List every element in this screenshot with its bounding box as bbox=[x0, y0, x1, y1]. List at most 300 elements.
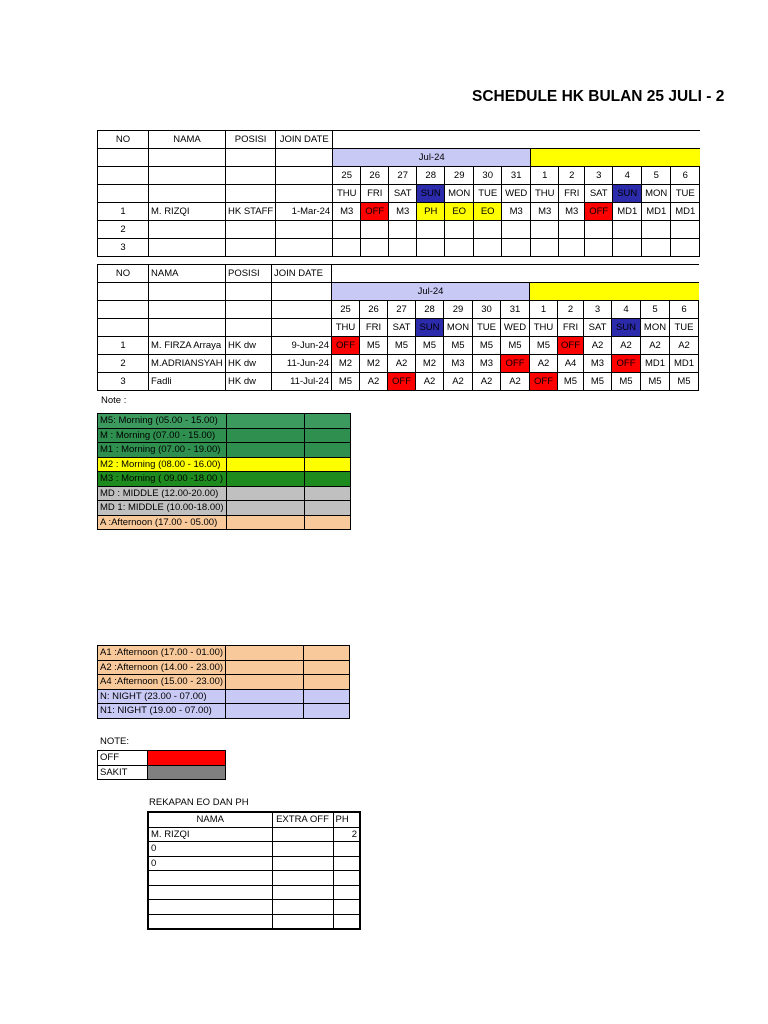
legend-fill bbox=[304, 515, 350, 530]
row-no: 1 bbox=[98, 337, 149, 355]
month-row bbox=[98, 283, 699, 301]
shift-cell: M5 bbox=[444, 337, 473, 355]
legend-text: A :Afternoon (17.00 - 05.00) bbox=[98, 515, 227, 530]
rekap-ph: 2 bbox=[333, 827, 360, 842]
rekap-nama: 0 bbox=[148, 842, 272, 857]
shift-cell bbox=[502, 221, 531, 239]
status-legend bbox=[97, 750, 226, 780]
legend-fill bbox=[304, 472, 350, 487]
shift-cell: PH bbox=[417, 203, 445, 221]
shift-cell: M3 bbox=[389, 203, 417, 221]
employee-row bbox=[98, 355, 699, 373]
date-cell: 1 bbox=[531, 167, 559, 185]
date-cell: 29 bbox=[444, 301, 473, 319]
rekap-nama: 0 bbox=[148, 856, 272, 871]
employee-row bbox=[98, 203, 700, 221]
rekap-table bbox=[147, 811, 361, 930]
day-cell: MON bbox=[444, 319, 473, 337]
schedule-table-dw bbox=[97, 264, 699, 391]
dates-row bbox=[98, 301, 699, 319]
header-posisi: POSISI bbox=[226, 131, 276, 149]
shift-cell bbox=[585, 221, 613, 239]
date-cell: 5 bbox=[641, 301, 670, 319]
date-cell: 6 bbox=[670, 301, 699, 319]
blank-cell bbox=[226, 185, 276, 203]
row-no: 1 bbox=[98, 203, 149, 221]
shift-cell: M5 bbox=[612, 373, 641, 391]
date-cell: 27 bbox=[388, 301, 416, 319]
shift-cell bbox=[671, 239, 700, 257]
shift-cell: A2 bbox=[360, 373, 388, 391]
shift-cell bbox=[389, 221, 417, 239]
month-next bbox=[530, 283, 699, 301]
shift-cell: A2 bbox=[612, 337, 641, 355]
legend-fill bbox=[226, 428, 304, 443]
day-cell: SUN bbox=[417, 185, 445, 203]
shift-cell bbox=[531, 221, 559, 239]
row-join-date: 1-Mar-24 bbox=[276, 203, 333, 221]
shift-cell bbox=[333, 221, 361, 239]
shift-cell bbox=[642, 221, 671, 239]
dates-row bbox=[98, 167, 700, 185]
date-cell: 27 bbox=[389, 167, 417, 185]
shift-cell: M5 bbox=[530, 337, 558, 355]
shift-cell bbox=[642, 239, 671, 257]
shift-cell: M5 bbox=[332, 373, 360, 391]
month-label: Jul-24 bbox=[333, 149, 531, 167]
shift-cell: M5 bbox=[360, 337, 388, 355]
sheet-edge bbox=[702, 120, 768, 720]
date-cell: 31 bbox=[502, 167, 531, 185]
shift-cell: M3 bbox=[444, 355, 473, 373]
legend-text: M1 : Morning (07.00 - 19.00) bbox=[98, 443, 227, 458]
shift-cell: A2 bbox=[530, 355, 558, 373]
legend-row bbox=[98, 751, 226, 766]
legend-fill bbox=[226, 501, 304, 516]
row-posisi bbox=[226, 221, 276, 239]
blank-cell bbox=[98, 167, 149, 185]
day-cell: FRI bbox=[361, 185, 389, 203]
legend-row bbox=[98, 675, 350, 690]
date-cell: 4 bbox=[613, 167, 642, 185]
shift-cell bbox=[445, 239, 474, 257]
legend-fill bbox=[304, 443, 350, 458]
date-cell: 28 bbox=[416, 301, 444, 319]
blank-cell bbox=[276, 167, 333, 185]
shift-cell bbox=[361, 221, 389, 239]
rekap-eo bbox=[272, 871, 333, 886]
blank-cell bbox=[149, 149, 226, 167]
legend-swatch bbox=[148, 765, 226, 780]
legend-fill bbox=[304, 501, 350, 516]
legend-text: MD : MIDDLE (12.00-20.00) bbox=[98, 486, 227, 501]
date-cell: 6 bbox=[671, 167, 700, 185]
shift-cell bbox=[671, 221, 700, 239]
shift-cell: M5 bbox=[670, 373, 699, 391]
rekap-eo bbox=[272, 885, 333, 900]
day-cell: FRI bbox=[559, 185, 585, 203]
legend-text: M5: Morning (05.00 - 15.00) bbox=[98, 414, 227, 429]
legend-fill bbox=[226, 689, 304, 704]
shift-cell: M5 bbox=[416, 337, 444, 355]
legend-fill bbox=[226, 486, 304, 501]
shift-cell bbox=[474, 239, 502, 257]
date-cell: 30 bbox=[474, 167, 502, 185]
rekap-caption: REKAPAN EO DAN PH bbox=[149, 797, 249, 808]
shift-cell: A2 bbox=[641, 337, 670, 355]
legend-text: M : Morning (07.00 - 15.00) bbox=[98, 428, 227, 443]
shift-cell: M3 bbox=[531, 203, 559, 221]
legend-fill bbox=[226, 443, 304, 458]
day-cell: SAT bbox=[389, 185, 417, 203]
legend-text: A1 :Afternoon (17.00 - 01.00) bbox=[98, 646, 226, 661]
row-nama bbox=[149, 239, 226, 257]
shift-cell bbox=[531, 239, 559, 257]
shift-cell: M5 bbox=[641, 373, 670, 391]
shift-cell bbox=[502, 239, 531, 257]
day-cell: MON bbox=[445, 185, 474, 203]
legend-row bbox=[98, 457, 351, 472]
shift-cell: M5 bbox=[584, 373, 612, 391]
shift-cell: M5 bbox=[473, 337, 501, 355]
legend-fill bbox=[226, 660, 304, 675]
date-cell: 28 bbox=[417, 167, 445, 185]
shift-cell: A2 bbox=[501, 373, 530, 391]
row-join-date: 11-Jun-24 bbox=[272, 355, 332, 373]
rekap-nama bbox=[148, 885, 272, 900]
legend-text: OFF bbox=[98, 751, 148, 766]
date-cell: 26 bbox=[361, 167, 389, 185]
rekap-nama bbox=[148, 871, 272, 886]
legend-row bbox=[98, 414, 351, 429]
shift-cell: A2 bbox=[388, 355, 416, 373]
rekap-nama: M. RIZQI bbox=[148, 827, 272, 842]
day-cell: SUN bbox=[416, 319, 444, 337]
date-cell: 5 bbox=[642, 167, 671, 185]
shift-cell bbox=[417, 221, 445, 239]
day-cell: SUN bbox=[612, 319, 641, 337]
blank-cell bbox=[98, 185, 149, 203]
employee-row bbox=[98, 239, 700, 257]
legend-fill bbox=[226, 675, 304, 690]
legend-fill bbox=[226, 646, 304, 661]
days-row bbox=[98, 185, 700, 203]
rekap-ph bbox=[333, 842, 360, 857]
employee-row bbox=[98, 373, 699, 391]
row-posisi bbox=[226, 239, 276, 257]
legend-fill bbox=[226, 414, 304, 429]
shift-cell: M3 bbox=[559, 203, 585, 221]
blank-cell bbox=[226, 283, 272, 301]
shift-cell bbox=[585, 239, 613, 257]
legend-fill bbox=[304, 660, 350, 675]
shift-cell: A4 bbox=[558, 355, 584, 373]
legend-row bbox=[98, 646, 350, 661]
day-cell: THU bbox=[333, 185, 361, 203]
shift-cell: OFF bbox=[501, 355, 530, 373]
shift-cell: M5 bbox=[558, 373, 584, 391]
shift-cell: A2 bbox=[416, 373, 444, 391]
legend-fill bbox=[304, 675, 350, 690]
legend-fill bbox=[304, 457, 350, 472]
header-join-date: JOIN DATE bbox=[276, 131, 333, 149]
legend-text: MD 1: MIDDLE (10.00-18.00) bbox=[98, 501, 227, 516]
shift-cell: M2 bbox=[416, 355, 444, 373]
date-cell: 31 bbox=[501, 301, 530, 319]
legend-row bbox=[98, 486, 351, 501]
day-cell: TUE bbox=[474, 185, 502, 203]
day-cell: TUE bbox=[671, 185, 700, 203]
legend-row bbox=[98, 765, 226, 780]
legend-fill bbox=[304, 704, 350, 719]
employee-row bbox=[98, 337, 699, 355]
legend-fill bbox=[304, 689, 350, 704]
rekap-ph bbox=[333, 885, 360, 900]
header-nama: NAMA bbox=[149, 265, 226, 283]
row-no: 3 bbox=[98, 239, 149, 257]
row-join-date bbox=[276, 239, 333, 257]
shift-cell: MD1 bbox=[670, 355, 699, 373]
row-posisi: HK dw bbox=[226, 337, 272, 355]
rekap-header-eo: EXTRA OFF bbox=[272, 812, 333, 827]
shift-cell: OFF bbox=[332, 337, 360, 355]
shift-cell bbox=[361, 239, 389, 257]
legend-row bbox=[98, 501, 351, 516]
legend-row bbox=[98, 660, 350, 675]
blank-cell bbox=[226, 167, 276, 185]
row-nama: M.ADRIANSYAH bbox=[149, 355, 226, 373]
blank-cell bbox=[149, 301, 226, 319]
header-blank bbox=[333, 131, 700, 149]
row-join-date bbox=[276, 221, 333, 239]
header-blank bbox=[332, 265, 699, 283]
day-cell: SAT bbox=[585, 185, 613, 203]
blank-cell bbox=[149, 167, 226, 185]
row-no: 2 bbox=[98, 221, 149, 239]
employee-row bbox=[98, 221, 700, 239]
date-cell: 26 bbox=[360, 301, 388, 319]
note2-label: NOTE: bbox=[100, 736, 130, 747]
day-cell: SUN bbox=[613, 185, 642, 203]
shift-cell: M3 bbox=[473, 355, 501, 373]
legend-text: N: NIGHT (23.00 - 07.00) bbox=[98, 689, 226, 704]
shift-cell bbox=[559, 239, 585, 257]
date-cell: 25 bbox=[332, 301, 360, 319]
date-cell: 3 bbox=[585, 167, 613, 185]
day-cell: MON bbox=[641, 319, 670, 337]
shift-cell: MD1 bbox=[642, 203, 671, 221]
shift-cell: MD1 bbox=[641, 355, 670, 373]
row-posisi: HK STAFF bbox=[226, 203, 276, 221]
shift-cell: EO bbox=[474, 203, 502, 221]
legend-row bbox=[98, 704, 350, 719]
date-cell: 25 bbox=[333, 167, 361, 185]
legend-text: M2 : Morning (08.00 - 16.00) bbox=[98, 457, 227, 472]
header-posisi: POSISI bbox=[226, 265, 272, 283]
month-label: Jul-24 bbox=[332, 283, 530, 301]
shift-cell bbox=[613, 221, 642, 239]
row-posisi: HK dw bbox=[226, 373, 272, 391]
blank-cell bbox=[272, 301, 332, 319]
legend-fill bbox=[304, 486, 350, 501]
legend-fill bbox=[304, 414, 350, 429]
legend-fill bbox=[226, 457, 304, 472]
shift-cell: M2 bbox=[360, 355, 388, 373]
shift-cell: OFF bbox=[361, 203, 389, 221]
rekap-row bbox=[148, 856, 360, 871]
shift-cell: A2 bbox=[444, 373, 473, 391]
day-cell: THU bbox=[332, 319, 360, 337]
rekap-row bbox=[148, 827, 360, 842]
day-cell: THU bbox=[530, 319, 558, 337]
shift-cell: A2 bbox=[473, 373, 501, 391]
rekap-eo bbox=[272, 856, 333, 871]
shift-cell: M3 bbox=[333, 203, 361, 221]
legend-text: A2 :Afternoon (14.00 - 23.00) bbox=[98, 660, 226, 675]
rekap-nama bbox=[148, 900, 272, 915]
legend-swatch bbox=[148, 751, 226, 766]
rekap-eo bbox=[272, 827, 333, 842]
legend-row bbox=[98, 515, 351, 530]
rekap-eo bbox=[272, 842, 333, 857]
header-join-date: JOIN DATE bbox=[272, 265, 332, 283]
legend-fill bbox=[304, 428, 350, 443]
blank-cell bbox=[98, 301, 149, 319]
shift-cell: OFF bbox=[530, 373, 558, 391]
rekap-nama bbox=[148, 914, 272, 929]
shift-legend-afternoon bbox=[97, 645, 350, 719]
blank-cell bbox=[226, 149, 276, 167]
row-nama: M. FIRZA Arraya bbox=[149, 337, 226, 355]
row-posisi: HK dw bbox=[226, 355, 272, 373]
legend-row bbox=[98, 428, 351, 443]
date-cell: 2 bbox=[559, 167, 585, 185]
day-cell: FRI bbox=[558, 319, 584, 337]
header-nama: NAMA bbox=[149, 131, 226, 149]
day-cell: FRI bbox=[360, 319, 388, 337]
days-row bbox=[98, 319, 699, 337]
day-cell: THU bbox=[531, 185, 559, 203]
note-label: Note : bbox=[101, 395, 127, 406]
rekap-ph bbox=[333, 871, 360, 886]
shift-cell: MD1 bbox=[671, 203, 700, 221]
shift-cell bbox=[389, 239, 417, 257]
month-next bbox=[531, 149, 700, 167]
shift-cell bbox=[333, 239, 361, 257]
legend-fill bbox=[304, 646, 350, 661]
shift-cell bbox=[474, 221, 502, 239]
month-row bbox=[98, 149, 700, 167]
schedule-table-staff bbox=[97, 130, 700, 257]
row-join-date: 11-Jul-24 bbox=[272, 373, 332, 391]
legend-row bbox=[98, 472, 351, 487]
rekap-row bbox=[148, 871, 360, 886]
day-cell: MON bbox=[642, 185, 671, 203]
date-cell: 1 bbox=[530, 301, 558, 319]
shift-cell: M2 bbox=[332, 355, 360, 373]
shift-cell bbox=[417, 239, 445, 257]
blank-cell bbox=[272, 283, 332, 301]
blank-cell bbox=[226, 319, 272, 337]
blank-cell bbox=[98, 319, 149, 337]
day-cell: WED bbox=[502, 185, 531, 203]
row-nama bbox=[149, 221, 226, 239]
day-cell: WED bbox=[501, 319, 530, 337]
row-nama: M. RIZQI bbox=[149, 203, 226, 221]
date-cell: 2 bbox=[558, 301, 584, 319]
blank-cell bbox=[149, 319, 226, 337]
day-cell: TUE bbox=[473, 319, 501, 337]
rekap-row bbox=[148, 914, 360, 929]
day-cell: SAT bbox=[388, 319, 416, 337]
blank-cell bbox=[272, 319, 332, 337]
rekap-row bbox=[148, 885, 360, 900]
blank-cell bbox=[98, 283, 149, 301]
rekap-ph bbox=[333, 914, 360, 929]
rekap-eo bbox=[272, 914, 333, 929]
shift-cell: OFF bbox=[388, 373, 416, 391]
page-title: SCHEDULE HK BULAN 25 JULI - 2 bbox=[472, 88, 725, 105]
row-nama: Fadli bbox=[149, 373, 226, 391]
shift-cell: OFF bbox=[612, 355, 641, 373]
shift-cell: EO bbox=[445, 203, 474, 221]
blank-cell bbox=[276, 149, 333, 167]
date-cell: 29 bbox=[445, 167, 474, 185]
header-row bbox=[98, 265, 699, 283]
blank-cell bbox=[276, 185, 333, 203]
date-cell: 3 bbox=[584, 301, 612, 319]
legend-fill bbox=[226, 472, 304, 487]
shift-cell: M5 bbox=[388, 337, 416, 355]
shift-cell bbox=[445, 221, 474, 239]
date-cell: 4 bbox=[612, 301, 641, 319]
legend-row bbox=[98, 443, 351, 458]
header-no: NO bbox=[98, 265, 149, 283]
day-cell: SAT bbox=[584, 319, 612, 337]
header-no: NO bbox=[98, 131, 149, 149]
day-cell: TUE bbox=[670, 319, 699, 337]
date-cell: 30 bbox=[473, 301, 501, 319]
rekap-header-ph: PH bbox=[333, 812, 360, 827]
shift-cell: A2 bbox=[584, 337, 612, 355]
shift-cell: M3 bbox=[502, 203, 531, 221]
rekap-row bbox=[148, 900, 360, 915]
shift-legend-morning bbox=[97, 413, 351, 530]
rekap-ph bbox=[333, 856, 360, 871]
legend-fill bbox=[226, 704, 304, 719]
legend-text: M3 : Morning ( 09.00 -18.00 ) bbox=[98, 472, 227, 487]
blank-cell bbox=[149, 283, 226, 301]
blank-cell bbox=[149, 185, 226, 203]
shift-cell: OFF bbox=[585, 203, 613, 221]
legend-text: SAKIT bbox=[98, 765, 148, 780]
shift-cell: OFF bbox=[558, 337, 584, 355]
rekap-row bbox=[148, 842, 360, 857]
shift-cell bbox=[559, 221, 585, 239]
legend-row bbox=[98, 689, 350, 704]
shift-cell: M3 bbox=[584, 355, 612, 373]
rekap-eo bbox=[272, 900, 333, 915]
rekap-header-row bbox=[148, 812, 360, 827]
blank-cell bbox=[98, 149, 149, 167]
rekap-ph bbox=[333, 900, 360, 915]
row-join-date: 9-Jun-24 bbox=[272, 337, 332, 355]
shift-cell: MD1 bbox=[613, 203, 642, 221]
legend-text: A4 :Afternoon (15.00 - 23.00) bbox=[98, 675, 226, 690]
header-row bbox=[98, 131, 700, 149]
row-no: 2 bbox=[98, 355, 149, 373]
shift-cell: M5 bbox=[501, 337, 530, 355]
